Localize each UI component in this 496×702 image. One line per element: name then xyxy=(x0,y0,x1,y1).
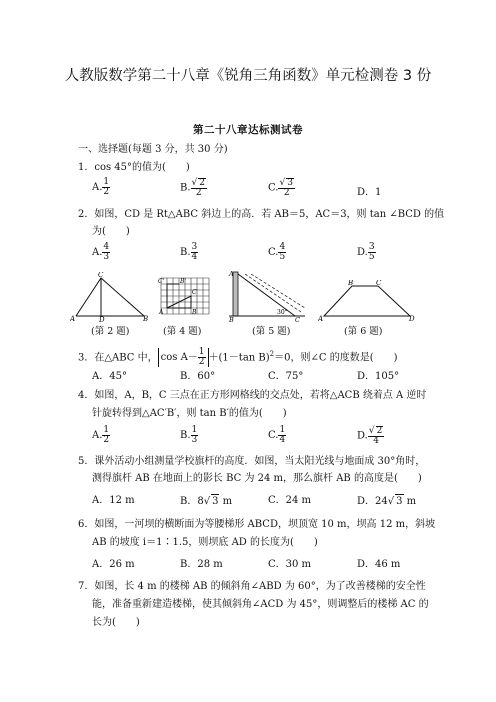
q5-line2: 测得旗杆 AB 在地面上的影长 BC 为 24 m，那么旗杆 AB 的高度是( ) xyxy=(92,473,422,484)
f6-label-a: A xyxy=(318,315,324,322)
test-title: 第二十八章达标测试卷 xyxy=(193,124,303,136)
q2-line2: 为( ) xyxy=(92,226,130,237)
q3-option-a: A．45° xyxy=(92,371,127,382)
q6-line2: AB 的坡度 i＝1∶1.5，则坝底 AD 的长度为( ) xyxy=(92,537,318,548)
q6-option-b: B．28 m xyxy=(180,559,223,570)
f4-label-bprime: B' xyxy=(180,278,187,285)
q6-option-a: A．26 m xyxy=(92,559,135,570)
f6-label-c: C xyxy=(376,280,382,287)
q7-line1: 7．如图，长 4 m 的楼梯 AB 的倾斜角∠ABD 为 60°，为了改善楼梯的安全性 xyxy=(78,581,426,592)
q6-option-d: D．46 m xyxy=(357,559,401,570)
q5-option-a: A．12 m xyxy=(92,495,135,506)
q1-stem: 1．cos 45°的值为( ) xyxy=(78,162,190,173)
figure-q2 xyxy=(70,272,150,322)
q2-option-c: C. $\frac{4}{5}$ xyxy=(268,242,286,262)
q6-line1: 6．如图，一河坝的横断面为等腰梯形 ABCD，坝顶宽 10 m，坝高 12 m，斜坡 xyxy=(78,519,436,530)
page-title: 人教版数学第二十八章《锐角三角函数》单元检测卷 3 份 xyxy=(64,68,432,84)
q5-option-c: C．24 m xyxy=(268,495,312,506)
q1-option-a: A. $\frac{1}{2}$ xyxy=(92,177,110,197)
caption-q2: (第 2 题) xyxy=(91,326,130,337)
q4-option-d: D. $\frac{√ 2}{4}$ xyxy=(357,426,383,446)
figure-q6 xyxy=(318,280,418,322)
f4-label-b: B xyxy=(192,309,197,316)
caption-q4: (第 4 题) xyxy=(163,326,202,337)
f4-label-c: C xyxy=(192,289,197,296)
q3-stem: 3．在△ABC 中， cos A－ $\frac{1}{2}$ ＋(1－tan B)$^2$＝0，则∠C 的度数是( ) xyxy=(78,347,398,368)
q2-option-b: B. $\frac{3}{4}$ xyxy=(180,242,198,262)
q3-option-b: B．60° xyxy=(180,371,216,382)
q4-option-b: B. $\frac{1}{3}$ xyxy=(180,425,198,445)
q1-option-c: C. $\frac{√ 3}{2}$ xyxy=(268,178,293,198)
section-heading: 一、选择题(每题 3 分，共 30 分) xyxy=(78,144,228,155)
f6-label-b: B xyxy=(348,280,354,287)
q4-line1: 4．如图，A，B，C 三点在正方形网格线的交点处，若将△ACB 绕着点 A 逆时 xyxy=(78,390,427,401)
q3-option-d: D．105° xyxy=(357,371,400,382)
q4-line2: 针旋转得到△AC′B′，则 tan B′的值为( ) xyxy=(92,408,287,419)
f5-label-b: B xyxy=(229,316,234,322)
q7-line3: 长为( ) xyxy=(92,617,140,628)
q7-line2: 能，准备重新建造楼梯，使其倾斜角∠ACD 为 45°，则调整后的楼梯 AC 的 xyxy=(92,599,429,610)
q4-option-a: A. $\frac{1}{2}$ xyxy=(92,425,110,445)
q4-option-c: C. $\frac{1}{4}$ xyxy=(268,425,286,445)
q2-option-a: A. $\frac{4}{3}$ xyxy=(92,242,110,262)
q2-line1: 2．如图，CD 是 Rt△ABC 斜边上的高．若 AB＝5，AC＝3，则 tan ∠BCD 的值 xyxy=(78,209,445,220)
q1-option-b: B. $\frac{√ 2}{2}$ xyxy=(180,178,206,198)
f2-label-a: A xyxy=(70,315,76,322)
q5-option-d: D．24√ 3 m xyxy=(357,496,417,507)
f5-label-a: A xyxy=(229,270,234,278)
figure-q5 xyxy=(225,268,310,322)
q3-option-c: C．75° xyxy=(268,371,304,382)
caption-q5: (第 5 题) xyxy=(252,326,291,337)
q1-option-d: D．1 xyxy=(357,187,382,198)
q2-option-d: D. $\frac{3}{5}$ xyxy=(357,242,375,262)
figure-q4-grid xyxy=(155,272,215,322)
f4-label-a: A xyxy=(159,309,164,316)
f5-angle: 30° xyxy=(277,309,288,316)
f5-label-c: C xyxy=(295,316,300,322)
f2-label-c: C xyxy=(98,272,104,279)
f2-label-b: B xyxy=(143,315,149,322)
q5-line1: 5．课外活动小组测量学校旗杆的高度．如图，当太阳光线与地面成 30°角时， xyxy=(78,456,426,467)
q5-option-b: B．8√ 3 m xyxy=(180,496,233,507)
caption-q6: (第 6 题) xyxy=(344,326,383,337)
q6-option-c: C．30 m xyxy=(268,559,312,570)
f4-label-cprime: C' xyxy=(158,278,165,285)
f2-label-d: D xyxy=(99,316,105,322)
f6-label-d: D xyxy=(409,315,415,322)
